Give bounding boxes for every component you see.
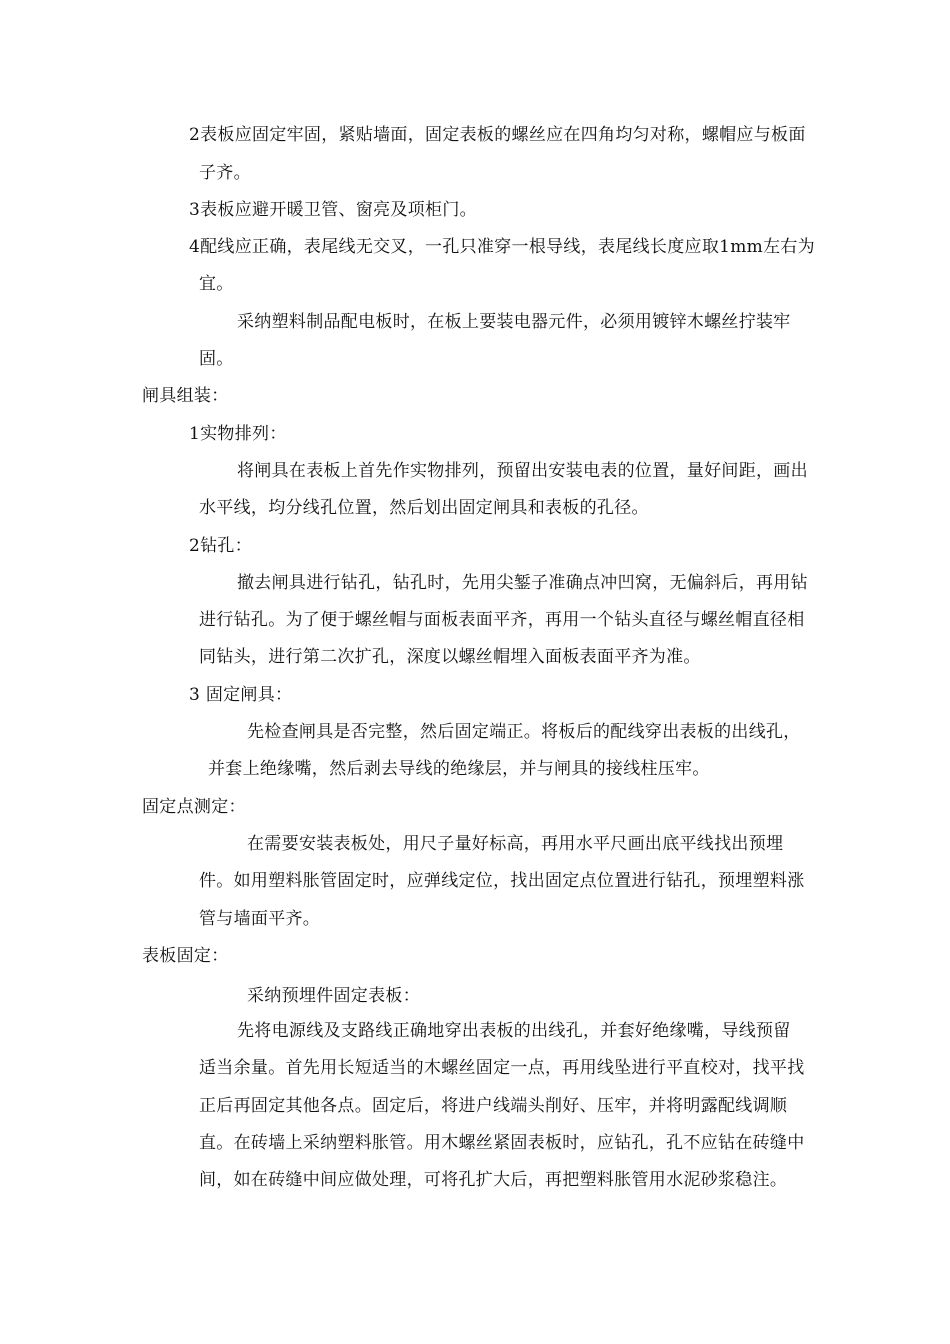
text-line: 子齐。	[199, 163, 251, 183]
text-line: 固。	[199, 349, 234, 369]
section-heading: 固定点测定：	[142, 797, 246, 817]
text-line: 撤去闸具进行钻孔，钻孔时，先用尖錾子准确点冲凹窝，无偏斜后，再用钻	[237, 573, 808, 593]
text-line: 先将电源线及支路线正确地穿出表板的出线孔，并套好绝缘嘴，导线预留	[237, 1021, 791, 1041]
text-line: 件。如用塑料胀管固定时，应弹线定位，找出固定点位置进行钻孔，预埋塑料涨	[199, 871, 805, 891]
text-line: 间，如在砖缝中间应做处理，可将孔扩大后，再把塑料胀管用水泥砂浆稳注。	[199, 1170, 788, 1190]
text-line: 并套上绝缘嘴，然后剥去导线的绝缘层，并与闸具的接线柱压牢。	[208, 759, 710, 779]
section-heading: 闸具组装：	[142, 386, 229, 406]
text-line: 采纳预埋件固定表板：	[247, 986, 420, 1006]
text-line: 4配线应正确，表尾线无交叉，一孔只准穿一根导线，表尾线长度应取1mm左右为	[189, 237, 815, 257]
text-line: 直。在砖墙上采纳塑料胀管。用木螺丝紧固表板时，应钻孔，孔不应钻在砖缝中	[199, 1133, 805, 1153]
text-line: 进行钻孔。为了便于螺丝帽与面板表面平齐，再用一个钻头直径与螺丝帽直径相	[199, 610, 805, 630]
text-line: 水平线，均分线孔位置，然后划出固定闸具和表板的孔径。	[199, 498, 649, 518]
subsection-heading: 2钻孔：	[189, 536, 253, 556]
text-line: 同钻头，进行第二次扩孔，深度以螺丝帽埋入面板表面平齐为准。	[199, 647, 701, 667]
text-line: 在需要安装表板处，用尺子量好标高，再用水平尺画出底平线找出预埋	[247, 834, 784, 854]
subsection-heading: 3 固定闸具：	[189, 685, 293, 705]
text-line: 管与墙面平齐。	[199, 909, 321, 929]
text-line: 采纳塑料制品配电板时，在板上要装电器元件，必须用镀锌木螺丝拧装牢	[237, 312, 791, 332]
text-line: 将闸具在表板上首先作实物排列，预留出安装电表的位置，量好间距，画出	[237, 461, 808, 481]
subsection-heading: 1实物排列：	[189, 424, 287, 444]
text-line: 3表板应避开暖卫管、窗亮及项柜门。	[189, 200, 477, 220]
text-line: 先检查闸具是否完整，然后固定端正。将板后的配线穿出表板的出线孔，	[247, 722, 801, 742]
section-heading: 表板固定：	[142, 946, 229, 966]
text-line: 宜。	[199, 274, 234, 294]
text-line: 适当余量。首先用长短适当的木螺丝固定一点，再用线坠进行平直校对，找平找	[199, 1058, 805, 1078]
text-line: 2表板应固定牢固，紧贴墙面，固定表板的螺丝应在四角均匀对称，螺帽应与板面	[189, 125, 806, 145]
text-line: 正后再固定其他各点。固定后，将进户线端头削好、压牢，并将明露配线调顺	[199, 1096, 788, 1116]
